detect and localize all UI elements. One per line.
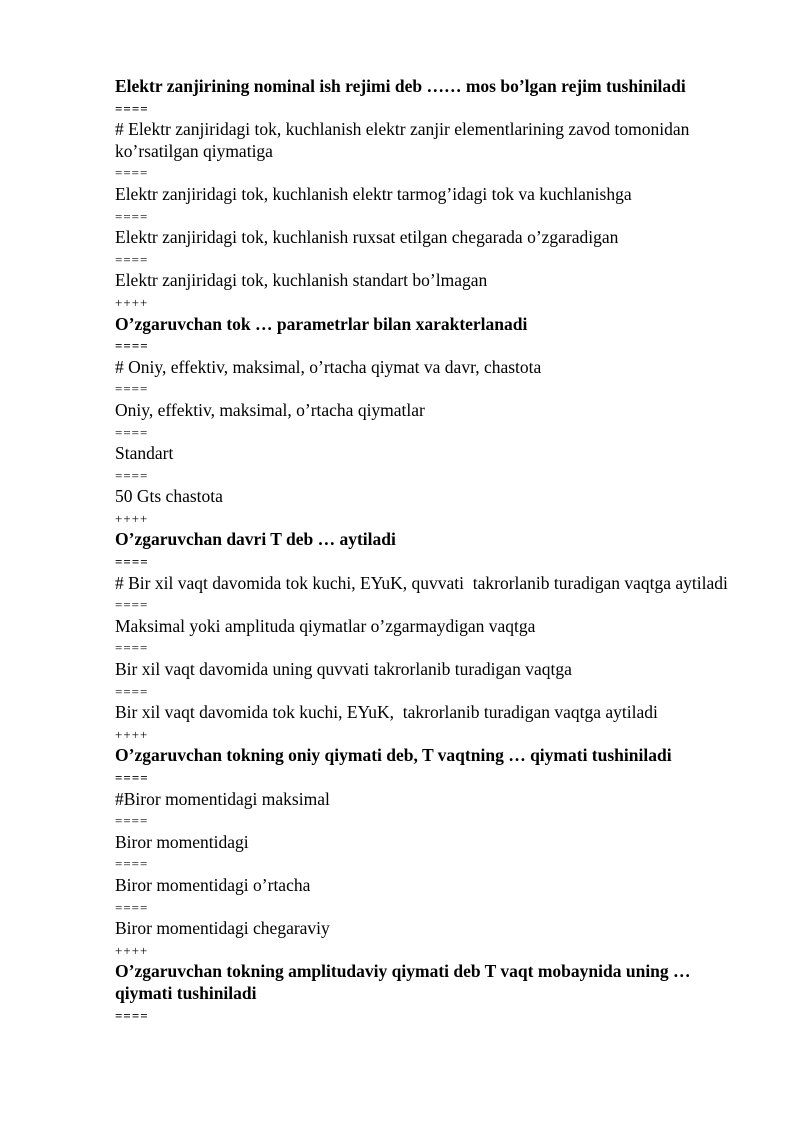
question-block xyxy=(115,529,740,745)
answer-option: # Bir xil vaqt davomida tok kuchi, EYuK, quvvati takrorlanib turadigan vaqtga aytiladi xyxy=(115,572,728,593)
answer-option: # Oniy, effektiv, maksimal, o’rtacha qiymat va davr, chastota xyxy=(115,356,542,377)
question-block xyxy=(115,76,740,314)
document-page xyxy=(115,76,740,1026)
answer-option: Bir xil vaqt davomida tok kuchi, EYuK, takrorlanib turadigan vaqtga aytiladi xyxy=(115,702,658,723)
answer-option: Standart xyxy=(115,443,174,464)
option-separator: ==== xyxy=(115,1007,149,1023)
question-text: O’zgaruvchan davri T deb … aytiladi xyxy=(115,529,396,550)
option-separator: ==== xyxy=(115,856,149,872)
question-text: Elektr zanjirining nominal ish rejimi deb …… mos bo’lgan rejim tushiniladi xyxy=(115,76,686,96)
answer-option: Bir xil vaqt davomida uning quvvati takrorlanib turadigan vaqtga xyxy=(115,659,572,680)
option-separator: ==== xyxy=(115,338,149,354)
block-separator: ++++ xyxy=(115,294,149,310)
option-separator: ==== xyxy=(115,770,149,785)
option-separator: ==== xyxy=(115,165,149,181)
option-separator: ==== xyxy=(115,424,149,440)
answer-option: Elektr zanjiridagi tok, kuchlanish ruxsat etilgan chegarada o’zgaradigan xyxy=(115,227,619,248)
answer-option: 50 Gts chastota xyxy=(115,486,223,507)
option-separator: ==== xyxy=(115,554,149,570)
answer-option: Oniy, effektiv, maksimal, o’rtacha qiymatlar xyxy=(115,399,425,420)
question-text: O’zgaruvchan tokning oniy qiymati deb, T vaqtning … qiymati tushiniladi xyxy=(115,745,672,766)
option-separator: ==== xyxy=(115,813,149,829)
answer-option: Elektr zanjiridagi tok, kuchlanish standart bo’lmagan xyxy=(115,270,488,291)
block-separator: ++++ xyxy=(115,726,149,742)
answer-option: Biror momentidagi chegaraviy xyxy=(115,918,330,939)
question-block xyxy=(115,745,740,961)
block-separator: ++++ xyxy=(115,942,149,958)
option-separator: ==== xyxy=(115,597,149,613)
answer-option: # Elektr zanjiridagi tok, kuchlanish elektr zanjir elementlarining zavod tomonidan ko’rsatilgan qiymatiga xyxy=(115,119,694,161)
question-text: O’zgaruvchan tokning amplitudaviy qiymati deb T vaqt mobaynida uning … qiymati tushiniladi xyxy=(115,961,695,1003)
answer-option: Biror momentidagi o’rtacha xyxy=(115,874,311,895)
option-separator: ==== xyxy=(115,208,149,224)
answer-option: Elektr zanjiridagi tok, kuchlanish elektr tarmog’idagi tok va kuchlanishga xyxy=(115,183,632,204)
question-block xyxy=(115,961,740,1026)
option-separator: ==== xyxy=(115,467,149,483)
option-separator: ==== xyxy=(115,251,149,267)
answer-option: Maksimal yoki amplituda qiymatlar o’zgarmaydigan vaqtga xyxy=(115,615,536,636)
question-text: O’zgaruvchan tok … parametrlar bilan xarakterlanadi xyxy=(115,313,528,334)
option-separator: ==== xyxy=(115,683,149,699)
option-separator: ==== xyxy=(115,381,149,397)
answer-option: Biror momentidagi xyxy=(115,831,249,852)
question-block xyxy=(115,314,740,530)
answer-option: #Biror momentidagi maksimal xyxy=(115,788,330,809)
option-separator: ==== xyxy=(115,899,149,915)
option-separator: ==== xyxy=(115,100,149,116)
option-separator: ==== xyxy=(115,640,149,656)
block-separator: ++++ xyxy=(115,510,149,526)
